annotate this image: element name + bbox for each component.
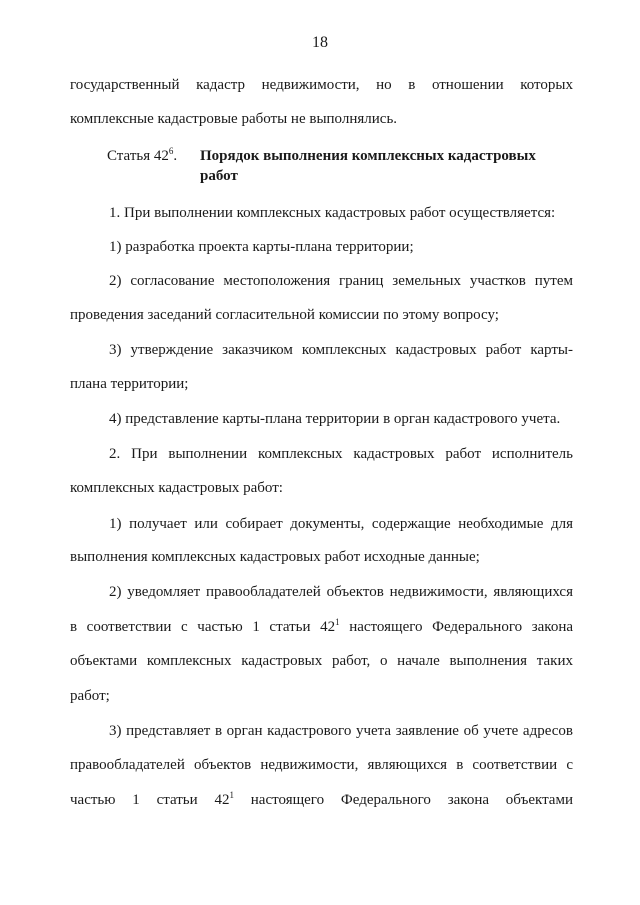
part2-item3-line2: правообладателей объектов недвижимости, являющихся в соответствии с <box>70 757 573 773</box>
part2-item3-line3-sup: 1 <box>229 790 234 800</box>
part2-item2-line2-b: настоящего Федерального закона <box>339 619 574 635</box>
part2-item1-line2: выполнения комплексных кадастровых работ исходные данные; <box>70 549 480 565</box>
part2-item3-line3-b: настоящего Федерального закона объектами <box>233 792 573 808</box>
part2-intro-line2: комплексных кадастровых работ: <box>70 480 283 496</box>
part2-item2-line2-sup: 1 <box>335 617 340 627</box>
part1-item3-line2: плана территории; <box>70 376 189 392</box>
part2-item1-line1: 1) получает или собирает документы, содержащие необходимые для <box>109 516 573 532</box>
part2-item2-line4: работ; <box>70 688 110 704</box>
part1-item2-line1: 2) согласование местоположения границ земельных участков путем <box>109 273 573 289</box>
part2-item2-line1: 2) уведомляет правообладателей объектов недвижимости, являющихся <box>109 584 573 600</box>
part2-item2-line2 <box>70 617 573 637</box>
part1-item2-line2: проведения заседаний согласительной комиссии по этому вопросу; <box>70 307 499 323</box>
article-title: Порядок выполнения комплексных кадастровых работ <box>200 148 536 184</box>
article-label-sup: 6 <box>168 146 174 156</box>
part1-item1: 1) разработка проекта карты-плана территории; <box>109 239 414 255</box>
article-label: Статья 42 <box>107 148 169 164</box>
article-label-suffix: . <box>173 148 178 164</box>
article-number <box>107 146 177 166</box>
part2-item2-line2-a: в соответствии с частью 1 статьи 42 <box>70 619 336 635</box>
part2-item3-line3 <box>70 790 573 810</box>
part2-item3-line1: 3) представляет в орган кадастрового учета заявление об учете адресов <box>109 723 573 739</box>
part2-item3-line3-a: частью 1 статьи 42 <box>70 792 230 808</box>
part1-item3-line1: 3) утверждение заказчиком комплексных кадастровых работ карты- <box>109 342 573 358</box>
part2-intro-line1: 2. При выполнении комплексных кадастровых работ исполнитель <box>109 446 573 462</box>
part1-item4: 4) представление карты-плана территории в орган кадастрового учета. <box>109 411 561 427</box>
part2-item2-line3: объектами комплексных кадастровых работ, о начале выполнения таких <box>70 653 573 669</box>
intro-line-1: государственный кадастр недвижимости, но в отношении которых <box>70 77 573 93</box>
intro-line-2: комплексные кадастровые работы не выполнялись. <box>70 111 398 127</box>
part1-intro: 1. При выполнении комплексных кадастровых работ осуществляется: <box>109 205 556 221</box>
page-number: 18 <box>312 34 328 51</box>
